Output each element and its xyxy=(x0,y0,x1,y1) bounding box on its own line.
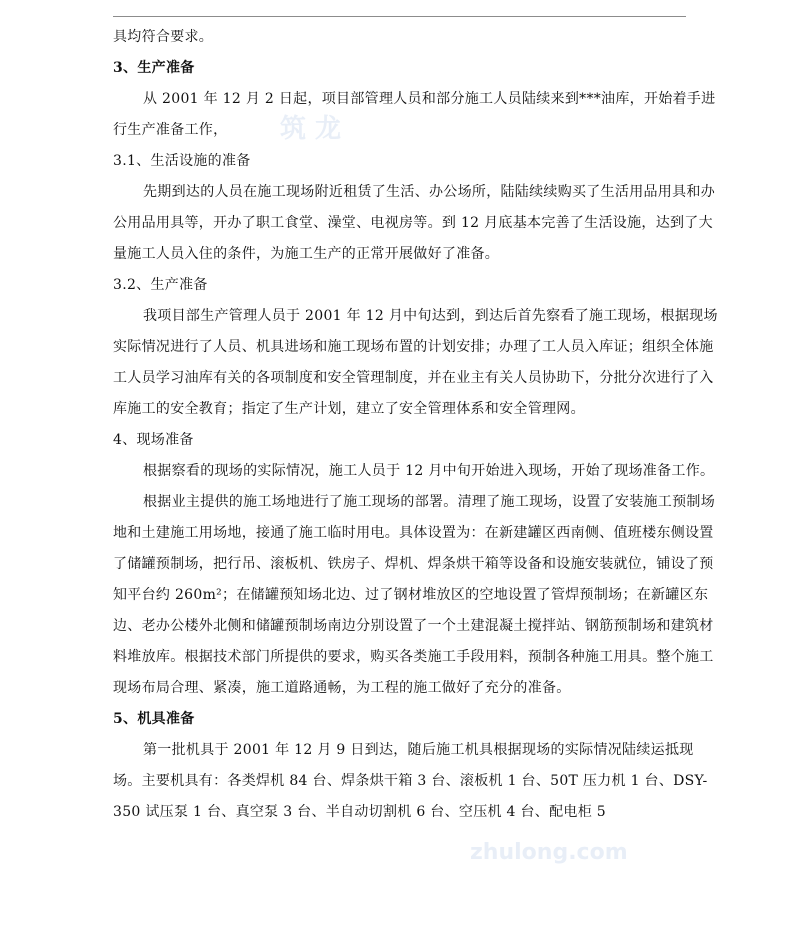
section-heading: 4、现场准备 xyxy=(113,432,194,448)
paragraph: 我项目部生产管理人员于 2001 年 12 月中旬达到，到达后首先察看了施工现场，根据现场实际情况进行了人员、机具进场和施工现场布置的计划安排；办理了工人员入库证；组织全体施工人员学习油库有关的各项制度和安全管理制度，并在业主有关人员协助下，分批分次进行了入库施工的安全教育；指定了生产计划，建立了安全管理体系和安全管理网。 xyxy=(113,308,718,417)
paragraph: 具均符合要求。 xyxy=(113,29,214,45)
subsection-heading: 3.1、生活设施的准备 xyxy=(113,153,251,169)
paragraph: 先期到达的人员在施工现场附近租赁了生活、办公场所，陆陆续续购买了生活用品用具和办公用品用具等，开办了职工食堂、澡堂、电视房等。到 12 月底基本完善了生活设施，达到了大量施工人员入住的条件，为施工生产的正常开展做好了准备。 xyxy=(113,184,715,262)
section-heading: 3、生产准备 xyxy=(113,60,195,76)
watermark-top: 筑 龙 xyxy=(280,114,342,144)
paragraph: 第一批机具于 2001 年 12 月 9 日到达，随后施工机具根据现场的实际情况陆续运抵现场。主要机具有：各类焊机 84 台、焊条烘干箱 3 台、滚板机 1 台、50T 压力机 1 台、DSY-350 试压泵 1 台、真空泵 3 台、半自动切割机 6 台、空压机 4 台、配电柜 5 xyxy=(113,742,708,820)
header-divider xyxy=(113,16,686,17)
paragraph: 根据业主提供的施工场地进行了施工现场的部署。清理了施工现场，设置了安装施工预制场地和土建施工用场地，接通了施工临时用电。具体设置为：在新建罐区西南侧、值班楼东侧设置了储罐预制场，把行吊、滚板机、铁房子、焊机、焊条烘干箱等设备和设施安装就位，铺设了预知平台约 260m²；在储罐预知场北边、过了钢材堆放区的空地设置了管焊预制场；在新罐区东边、老办公楼外北侧和储罐预制场南边分别设置了一个土建混凝土搅拌站、钢筋预制场和建筑材料堆放库。根据技术部门所提供的要求，购买各类施工手段用料，预制各种施工用具。整个施工现场布局合理、紧凑，施工道路通畅，为工程的施工做好了充分的准备。 xyxy=(113,494,715,696)
subsection-heading: 3.2、生产准备 xyxy=(113,277,208,293)
paragraph: 从 2001 年 12 月 2 日起，项目部管理人员和部分施工人员陆续来到***油库，开始着手进行生产准备工作， xyxy=(113,91,716,138)
paragraph: 根据察看的现场的实际情况，施工人员于 12 月中旬开始进入现场，开始了现场准备工作。 xyxy=(143,463,715,479)
document-body xyxy=(113,22,718,828)
section-heading: 5、机具准备 xyxy=(113,711,195,727)
watermark-bottom: zhulong.com xyxy=(470,840,628,865)
